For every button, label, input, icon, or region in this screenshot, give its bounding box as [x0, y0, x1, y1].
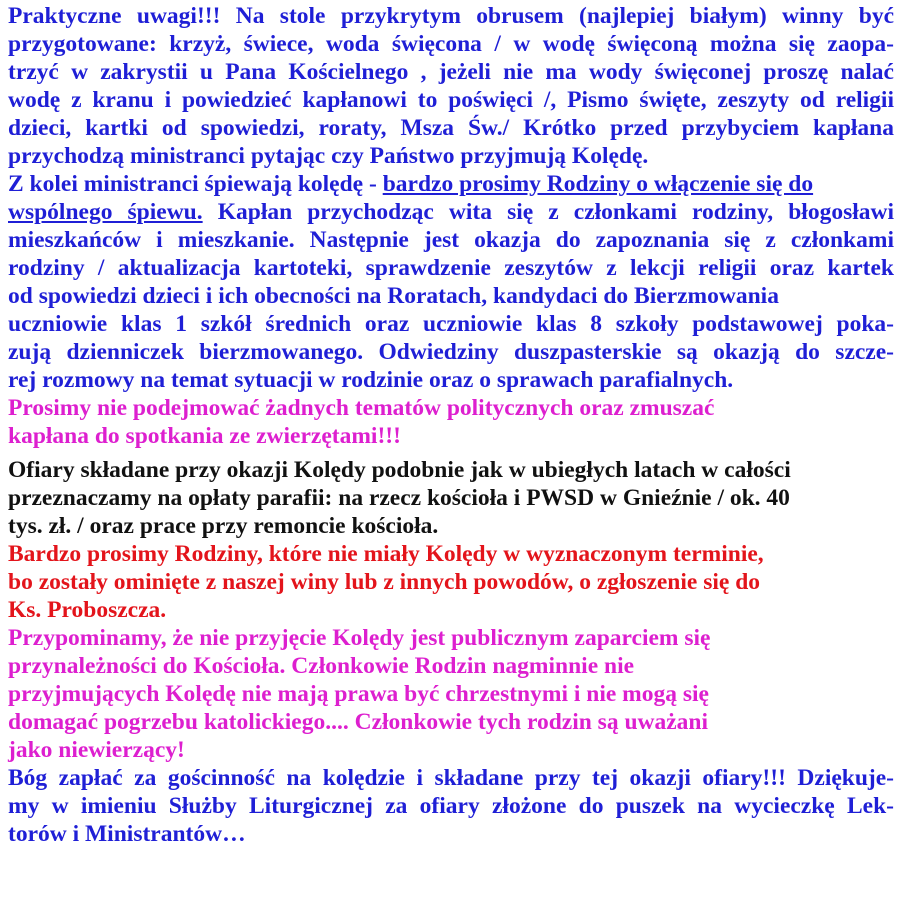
offerings-line: przeznaczamy na opłaty parafii: na rzecz kościoła i PWSD w Gnieźnie / ok. 40: [8, 485, 790, 511]
carol-singing-line: [8, 198, 894, 226]
practical-notes-line: dzieci, kartki od spowiedzi, roraty, Msza Św./ Krótko przed przybyciem kapłana: [8, 115, 894, 141]
offerings-line: tys. zł. / oraz prace przy remoncie kościoła.: [8, 513, 439, 539]
visit-description-line: mieszkańców i mieszkanie. Następnie jest okazja do zapoznania się z członkami: [8, 227, 894, 253]
carol-singing-line: [8, 170, 813, 198]
practical-notes-line: Praktyczne uwagi!!! Na stole przykrytym obrusem (najlepiej białym) winny być: [8, 3, 894, 29]
visit-description-line: uczniowie klas 1 szkół średnich oraz uczniowie klas 8 szkoły podstawowej poka-: [8, 311, 894, 337]
reminder-line: przyjmujących Kolędę nie mają prawa być chrzestnymi i nie mogą się: [8, 681, 709, 707]
missed-visit-line: bo zostały ominięte z naszej winy lub z innych powodów, o zgłoszenie się do: [8, 569, 761, 595]
practical-notes-line: trzyć w zakrystii u Pana Kościelnego , jeżeli nie ma wody święconej proszę nalać: [8, 59, 894, 85]
missed-visit-line: Ks. Proboszcza.: [8, 597, 167, 623]
thanks-line: my w imieniu Służby Liturgicznej za ofiary złożone do puszek na wycieczkę Lek-: [8, 793, 894, 819]
visit-description-line: rodziny / aktualizacja kartoteki, sprawdzenie zeszytów z lekcji religii oraz kartek: [8, 255, 894, 281]
missed-visit-line: Bardzo prosimy Rodziny, które nie miały Kolędy w wyznaczonym terminie,: [8, 541, 764, 567]
carol-singing-text: Z kolei ministranci śpiewają kolędę -: [8, 171, 383, 197]
practical-notes-line: przychodzą ministranci pytając czy Państwo przyjmują Kolędę.: [8, 143, 649, 169]
politics-warning-line: Prosimy nie podejmować żadnych tematów politycznych oraz zmuszać: [8, 395, 715, 421]
visit-description-line: od spowiedzi dzieci i ich obecności na Roratach, kandydaci do Bierzmowania: [8, 283, 779, 309]
thanks-line: Bóg zapłać za gościnność na kolędzie i składane przy tej okazji ofiary!!! Dziękuje-: [8, 765, 894, 791]
practical-notes-line: przygotowane: krzyż, świece, woda święcona / w wodę święconą można się zaopa-: [8, 31, 894, 57]
reminder-line: Przypominamy, że nie przyjęcie Kolędy jest publicznym zaparciem się: [8, 625, 711, 651]
visit-description-line: zują dzienniczek bierzmowanego. Odwiedziny duszpasterskie są okazją do szcze-: [8, 339, 894, 365]
reminder-line: domagać pogrzebu katolickiego.... Członkowie tych rodzin są uważani: [8, 709, 709, 735]
visit-description-line: rej rozmowy na temat sytuacji w rodzinie oraz o sprawach parafialnych.: [8, 367, 734, 393]
reminder-line: jako niewierzący!: [8, 737, 185, 763]
reminder-line: przynależności do Kościoła. Członkowie Rodzin nagminnie nie: [8, 653, 635, 679]
join-singing-request: bardzo prosimy Rodziny o włączenie się do: [382, 171, 814, 197]
offerings-line: Ofiary składane przy okazji Kolędy podobnie jak w ubiegłych latach w całości: [8, 457, 791, 483]
carol-singing-text: Kapłan przychodząc wita się z członkami rodziny, błogosławi: [202, 199, 894, 225]
thanks-line: torów i Ministrantów…: [8, 821, 246, 847]
join-singing-request: wspólnego śpiewu.: [8, 199, 203, 225]
politics-warning-line: kapłana do spotkania ze zwierzętami!!!: [8, 423, 401, 449]
practical-notes-line: wodę z kranu i powiedzieć kapłanowi to poświęci /, Pismo święte, zeszyty od religii: [8, 87, 894, 113]
